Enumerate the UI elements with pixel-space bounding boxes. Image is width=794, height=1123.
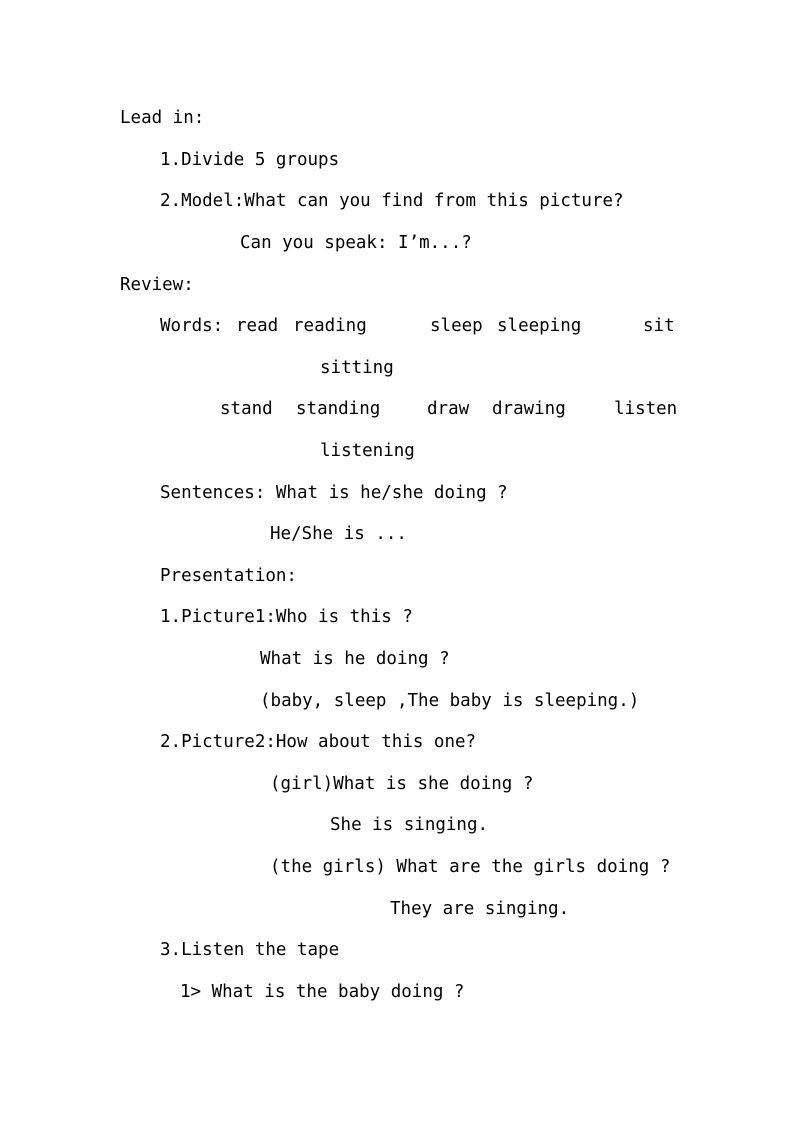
words-label: Words: (160, 316, 224, 336)
word-sleeping: sleeping (497, 316, 582, 336)
word-read: read (236, 316, 279, 336)
lead-in-item-2: 2.Model:What can you find from this picture? (160, 191, 624, 211)
sentences-sub: He/She is ... (270, 524, 407, 544)
sentences-line: Sentences: What is he/she doing ? (160, 483, 508, 503)
presentation-heading: Presentation: (160, 566, 297, 586)
picture2-question-2: (the girls) What are the girls doing ? (270, 857, 671, 877)
word-sit: sit (643, 316, 675, 336)
word-sleep: sleep (430, 316, 483, 336)
picture2-question-1: (girl)What is she doing ? (270, 774, 534, 794)
lead-in-item-2-sub: Can you speak: I’m...? (240, 233, 472, 253)
word-listen: listen (614, 399, 678, 419)
picture1-title: 1.Picture1:Who is this ? (160, 607, 413, 627)
picture2-answer-2: They are singing. (390, 899, 570, 919)
word-draw: draw (427, 399, 470, 419)
lead-in-heading: Lead in: (120, 108, 205, 128)
listen-tape-title: 3.Listen the tape (160, 940, 340, 960)
picture2-title: 2.Picture2:How about this one? (160, 732, 477, 752)
picture1-question: What is he doing ? (260, 649, 450, 669)
review-heading: Review: (120, 275, 194, 295)
lead-in-item-1: 1.Divide 5 groups (160, 150, 340, 170)
picture2-answer-1: She is singing. (330, 815, 489, 835)
word-drawing: drawing (492, 399, 566, 419)
picture1-answer: (baby, sleep ,The baby is sleeping.) (260, 691, 640, 711)
word-stand: stand (220, 399, 273, 419)
word-listening: listening (320, 441, 415, 461)
word-reading: reading (293, 316, 367, 336)
listen-question-1: 1> What is the baby doing ? (180, 982, 465, 1002)
word-sitting: sitting (320, 358, 394, 378)
word-standing: standing (296, 399, 381, 419)
